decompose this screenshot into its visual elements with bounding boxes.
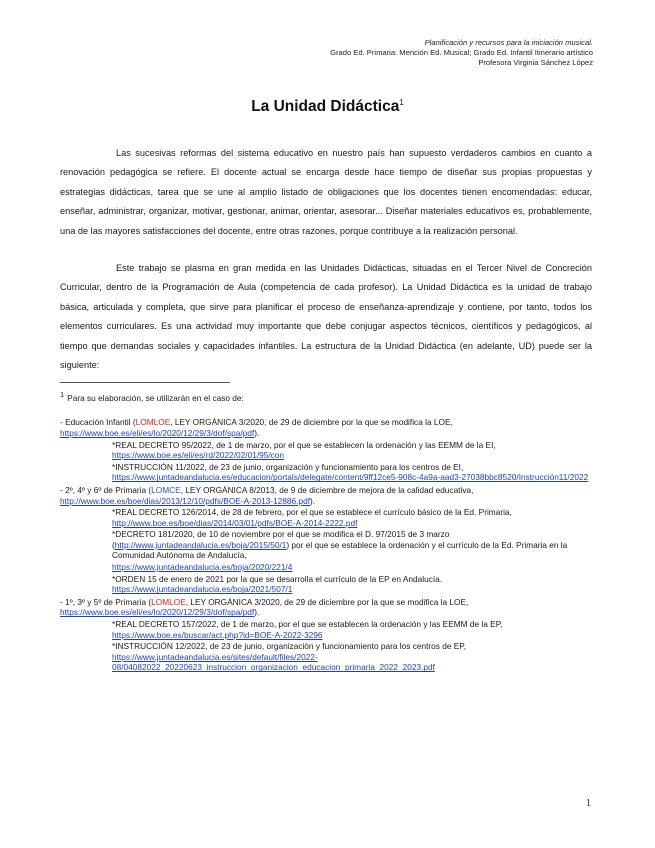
footnote-regulation-item bbox=[60, 574, 600, 595]
footnote-mark: 1 bbox=[60, 390, 65, 399]
footnote-law-line bbox=[60, 597, 600, 618]
footnote-group bbox=[60, 597, 600, 673]
page-title bbox=[0, 98, 655, 116]
law-acronym: LOMCE bbox=[151, 484, 181, 495]
footnote-separator bbox=[60, 382, 230, 383]
regulation-text-end: ) por el que se establece la ordenación y el currículo de la Ed. Primaria en la Comunidad Autónoma de Andalucía, bbox=[112, 539, 568, 561]
regulation-text: *INSTRUCCIÓN 12/2022, de 23 de junio, organización y funcionamiento para los centros de EP, bbox=[112, 641, 467, 652]
regulation-text: *ORDEN 15 de enero de 2021 por la que se desarrolla el currículo de la EP en Andalucía. bbox=[112, 573, 443, 584]
page-number: 1 bbox=[586, 798, 591, 809]
regulation-link[interactable]: https://www.juntadeandalucia.es/sites/default/files/2022-08/04082022_20220623_instruccion_organizacion_educacion_primaria_2022_2023.pdf bbox=[112, 651, 435, 673]
regulation-link[interactable]: https://www.boe.es/eli/es/rd/2022/02/01/95/con bbox=[112, 450, 285, 461]
paragraph-1-text: Las sucesivas reformas del sistema educativo en nuestro país han supuesto verdaderos cambios en cuanto a renovación pedagógica se refiere. El docente actual se encarga desde hace tiempo de diseñar sus propias propuestas y estrategias didácticas, tarea que se une al amplio listado de obligaciones que los docentes tienen encomendadas: educar, enseñar, administrar, organizar, motivar, gestionar, animar, orientar, asesorar... Diseñar materiales educativos es, probablemente, una de las mayores satisfacciones del docente, entre otras razones, porque contribuye a la realización personal. bbox=[60, 148, 592, 236]
paragraph-2 bbox=[60, 259, 592, 375]
law-end: ). bbox=[254, 607, 260, 618]
law-end: ). bbox=[254, 427, 260, 438]
regulation-text: *REAL DECRETO 95/2022, de 1 de marzo, por el que se establecen la ordenación y las EEMM de la EI, bbox=[112, 439, 496, 450]
law-prefix: - Educación Infantil ( bbox=[60, 417, 136, 428]
law-prefix: - 2º, 4º y 6º de Primaria ( bbox=[60, 484, 152, 495]
header-professor: Profesora Virginia Sánchez López bbox=[478, 58, 593, 67]
footnote-regulation-item bbox=[60, 562, 600, 573]
title-footnote-mark[interactable]: 1 bbox=[399, 98, 404, 107]
law-link[interactable]: http://www.boe.es/boe/dias/2013/12/10/pdfs/BOE-A-2013-12886.pdf bbox=[60, 495, 310, 506]
law-description: , LEY ORGÁNICA 3/2020, de 29 de diciembre por la que se modifica la LOE, bbox=[185, 596, 469, 607]
law-link[interactable]: https://www.boe.es/eli/es/lo/2020/12/29/3/dof/spa/pdf bbox=[60, 607, 255, 618]
regulation-link[interactable]: https://www.juntadeandalucia.es/boja/2021/507/1 bbox=[112, 584, 293, 595]
footnote-regulation-item bbox=[60, 440, 600, 461]
regulation-text: *REAL DECRETO 126/2014, de 28 de febrero, por el que se establece el currículo básico de la Ed. Primaria, bbox=[112, 507, 512, 518]
law-acronym: LOMLOE bbox=[151, 596, 186, 607]
paragraph-1 bbox=[60, 144, 592, 241]
footnote-intro bbox=[60, 390, 600, 403]
regulation-link[interactable]: http://www.juntadeandalucia.es/boja/2015/50/1 bbox=[114, 539, 287, 550]
footnote-intro-text: Para su elaboración, se utilizarán en el caso de: bbox=[67, 392, 244, 403]
paragraph-2-text: Este trabajo se plasma en gran medida en las Unidades Didácticas, situadas en el Tercer Nivel de Concreción Curricular, dentro de la Programación de Aula (competencia de cada profesor). La Unidad Didáctica es la unidad de trabajo básica, articulada y completa, que sirve para planificar el proceso de enseñanza-aprendizaje y contiene, por tanto, todos los elementos curriculares. Es una actividad muy importante que debe conjugar aspectos técnicos, científicos y pedagógicos, al tiempo que demandas sociales y capacidades infantiles. La estructura de la Unidad Didáctica (en adelante, UD) puede ser la siguiente: bbox=[60, 263, 592, 371]
regulation-link[interactable]: http://www.boe.es/boe/dias/2014/03/01/pdfs/BOE-A-2014-2222.pdf bbox=[112, 517, 358, 528]
footnote-law-line bbox=[60, 485, 600, 506]
law-description: , LEY ORGÁNICA 8/2013, de 9 de diciembre de mejora de la calidad educativa, bbox=[180, 484, 474, 495]
regulation-link[interactable]: https://www.juntadeandalucia.es/boja/2020/221/4 bbox=[112, 562, 293, 573]
regulation-text: *INSTRUCCIÓN 11/2022, de 23 de junio, organización y funcionamiento para los centros de EI, bbox=[112, 461, 464, 472]
page-title-text: La Unidad Didáctica bbox=[251, 98, 400, 116]
footnote-regulation-item bbox=[60, 507, 600, 528]
footnote-group bbox=[60, 485, 600, 595]
footnote-regulation-item bbox=[60, 529, 600, 561]
footnote-regulation-item bbox=[60, 641, 600, 673]
law-prefix: - 1º, 3º y 5º de Primaria ( bbox=[60, 596, 152, 607]
footnote-group bbox=[60, 417, 600, 483]
header-course-title: Planificación y recursos para la iniciación musical. bbox=[424, 38, 593, 47]
page-header bbox=[330, 38, 593, 68]
header-degree-line: Grado Ed. Primaria: Mención Ed. Musical; Grado Ed. Infantil Itinerario artístico bbox=[330, 48, 593, 57]
footnote-groups bbox=[60, 417, 600, 673]
regulation-link[interactable]: https://www.boe.es/buscar/act.php?id=BOE-A-2022-3296 bbox=[112, 629, 323, 640]
footnote-section bbox=[60, 390, 600, 674]
footnote-regulation-item bbox=[60, 462, 600, 483]
footnote-law-line bbox=[60, 417, 600, 438]
law-description: , LEY ORGÁNICA 3/2020, de 29 de diciembre por la que se modifica la LOE, bbox=[170, 417, 453, 428]
law-end: ). bbox=[310, 495, 316, 506]
regulation-text: *REAL DECRETO 157/2022, de 1 de marzo, por el que se establecen la ordenación y las EEMM de la EP, bbox=[112, 619, 503, 630]
regulation-text: *DECRETO 181/2020, de 10 de noviembre por el que se modifica el D. 97/2015 de 3 marzo ( bbox=[112, 529, 450, 550]
footnote-regulation-item bbox=[60, 619, 600, 640]
law-acronym: LOMLOE bbox=[135, 417, 171, 428]
law-link[interactable]: https://www.boe.es/eli/es/lo/2020/12/29/3/dof/spa/pdf bbox=[60, 427, 255, 438]
regulation-link[interactable]: https://www.juntadeandalucia.es/educacion/portals/delegate/content/9ff12ce5-908c-4a9a-aad3-27038bbc8520/Instrucción11/2022 bbox=[112, 472, 589, 483]
